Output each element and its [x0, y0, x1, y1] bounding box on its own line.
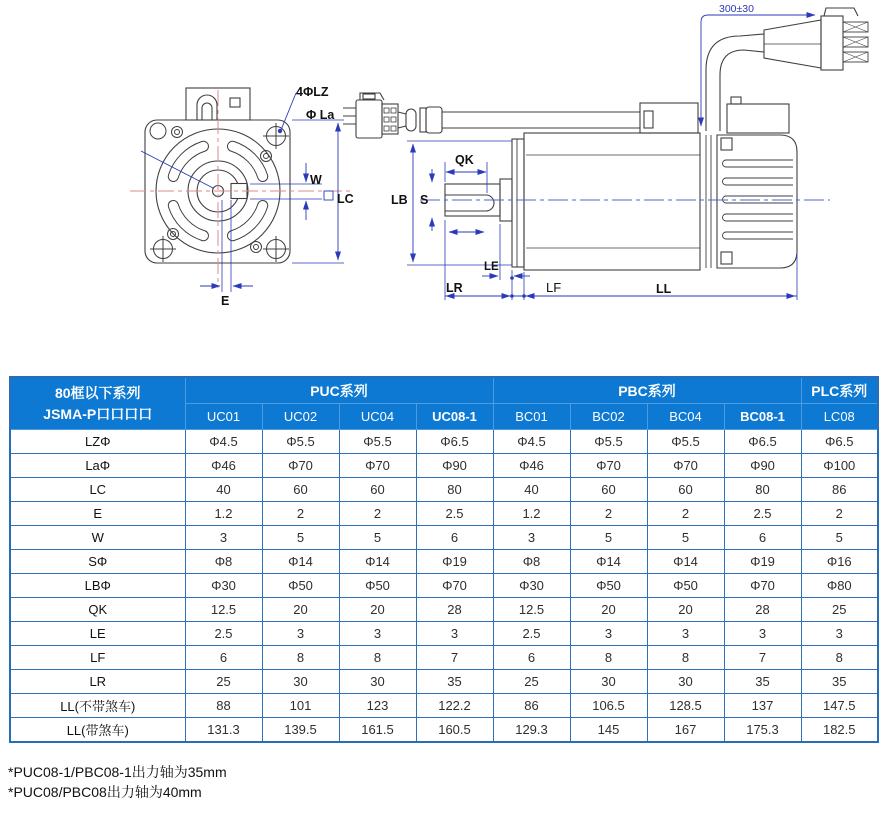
table-row	[10, 670, 878, 694]
col-bc01: BC01	[493, 404, 570, 430]
cell-value: 2.5	[185, 622, 262, 646]
label-lc: LC	[337, 192, 354, 206]
cell-value: Φ70	[724, 574, 801, 598]
cell-value: Φ5.5	[262, 430, 339, 454]
cell-value: 3	[801, 622, 878, 646]
front-view	[130, 85, 354, 308]
label-phila: Φ La	[306, 108, 335, 122]
label-s: S	[420, 193, 429, 207]
row-label: LBΦ	[10, 574, 185, 598]
table-row	[10, 718, 878, 743]
row-label: LaΦ	[10, 454, 185, 478]
cell-value: Φ70	[339, 454, 416, 478]
col-uc01: UC01	[185, 404, 262, 430]
cell-value: 167	[647, 718, 724, 743]
cell-value: 129.3	[493, 718, 570, 743]
series-label-line1: 80框以下系列	[54, 385, 141, 402]
group-puc: PUC系列	[185, 377, 493, 404]
series-label-cell	[10, 377, 185, 430]
cell-value: Φ16	[801, 550, 878, 574]
cell-value: Φ8	[185, 550, 262, 574]
label-lf: LF	[546, 280, 562, 295]
screw-bottom-right	[263, 236, 289, 262]
cell-value: 6	[724, 526, 801, 550]
cell-value: 6	[493, 646, 570, 670]
cell-value: 1.2	[185, 502, 262, 526]
cell-value: 2.5	[493, 622, 570, 646]
table-row	[10, 622, 878, 646]
cell-value: 80	[416, 478, 493, 502]
table-row	[10, 598, 878, 622]
table-row	[10, 526, 878, 550]
cell-value: Φ100	[801, 454, 878, 478]
cell-value: 35	[416, 670, 493, 694]
cell-value: 30	[262, 670, 339, 694]
cell-value: Φ19	[724, 550, 801, 574]
cell-value: Φ14	[570, 550, 647, 574]
cell-value: 20	[262, 598, 339, 622]
cell-value: Φ50	[647, 574, 724, 598]
cell-value: Φ4.5	[493, 430, 570, 454]
col-uc08-1: UC08-1	[416, 404, 493, 430]
table-row	[10, 550, 878, 574]
label-lr: LR	[446, 281, 463, 295]
col-bc04: BC04	[647, 404, 724, 430]
col-uc04: UC04	[339, 404, 416, 430]
cell-value: 60	[262, 478, 339, 502]
cell-value: 8	[339, 646, 416, 670]
technical-drawing	[0, 0, 885, 372]
cell-value: 7	[724, 646, 801, 670]
cell-value: 128.5	[647, 694, 724, 718]
label-lb: LB	[391, 193, 408, 207]
cell-value: 2	[339, 502, 416, 526]
cell-value: Φ4.5	[185, 430, 262, 454]
cell-value: Φ30	[185, 574, 262, 598]
cell-value: Φ5.5	[647, 430, 724, 454]
cell-value: 3	[339, 622, 416, 646]
group-pbc: PBC系列	[493, 377, 801, 404]
cell-value: Φ8	[493, 550, 570, 574]
row-label: LR	[10, 670, 185, 694]
col-bc02: BC02	[570, 404, 647, 430]
label-e: E	[221, 294, 230, 308]
label-le: LE	[484, 261, 499, 273]
cell-value: Φ70	[647, 454, 724, 478]
cell-value: 106.5	[570, 694, 647, 718]
table-row	[10, 502, 878, 526]
series-header-row	[10, 377, 878, 404]
cell-value: 5	[570, 526, 647, 550]
cell-value: 25	[801, 598, 878, 622]
cell-value: 182.5	[801, 718, 878, 743]
cell-value: 5	[262, 526, 339, 550]
table-row	[10, 454, 878, 478]
cell-value: 60	[339, 478, 416, 502]
cell-value: 25	[185, 670, 262, 694]
cell-value: Φ6.5	[416, 430, 493, 454]
cell-value: 20	[647, 598, 724, 622]
cell-value: 80	[724, 478, 801, 502]
cell-value: 5	[647, 526, 724, 550]
cell-value: 161.5	[339, 718, 416, 743]
screw-top-right	[263, 123, 289, 149]
cell-value: 5	[339, 526, 416, 550]
keyway-side	[445, 195, 494, 211]
cell-value: 3	[647, 622, 724, 646]
flange-plate	[512, 139, 524, 267]
cell-value: Φ70	[570, 454, 647, 478]
cell-value: Φ6.5	[801, 430, 878, 454]
cell-value: 147.5	[801, 694, 878, 718]
cell-value: 20	[570, 598, 647, 622]
label-w: W	[310, 173, 322, 187]
table-row	[10, 478, 878, 502]
cell-value: Φ80	[801, 574, 878, 598]
cell-value: Φ70	[416, 574, 493, 598]
footnote-1: *PUC08-1/PBC08-1出力轴为35mm	[8, 764, 227, 780]
cell-value: Φ5.5	[339, 430, 416, 454]
encoder-ribs	[723, 160, 794, 239]
row-label: QK	[10, 598, 185, 622]
cell-value: 2.5	[416, 502, 493, 526]
cell-value: 35	[801, 670, 878, 694]
cell-value: Φ14	[647, 550, 724, 574]
cell-value: Φ46	[493, 454, 570, 478]
row-label: LL(不带煞车)	[10, 694, 185, 718]
cell-value: 2	[801, 502, 878, 526]
cell-value: 7	[416, 646, 493, 670]
cell-value: 12.5	[493, 598, 570, 622]
cell-value: 8	[262, 646, 339, 670]
row-label: W	[10, 526, 185, 550]
cell-value: 3	[416, 622, 493, 646]
cell-value: 86	[493, 694, 570, 718]
cell-value: 86	[801, 478, 878, 502]
cell-value: 28	[416, 598, 493, 622]
cell-value: 28	[724, 598, 801, 622]
motor-body	[524, 133, 700, 270]
encoder-cover	[717, 135, 797, 268]
series-label-line2: JSMA-P口口口口	[43, 405, 153, 422]
cell-value: 160.5	[416, 718, 493, 743]
cell-value: Φ6.5	[724, 430, 801, 454]
table-row	[10, 646, 878, 670]
label-cable-length: 300±30	[719, 3, 754, 15]
cell-value: 123	[339, 694, 416, 718]
cell-value: Φ90	[416, 454, 493, 478]
cell-value: 2	[570, 502, 647, 526]
row-label: SΦ	[10, 550, 185, 574]
cell-value: 35	[724, 670, 801, 694]
side-view	[343, 3, 868, 300]
cell-value: 40	[185, 478, 262, 502]
row-label: LE	[10, 622, 185, 646]
label-qk: QK	[455, 153, 474, 167]
encoder-connector-block	[727, 97, 789, 133]
row-label: LZΦ	[10, 430, 185, 454]
cell-value: Φ50	[262, 574, 339, 598]
table-row	[10, 694, 878, 718]
cell-value: 6	[416, 526, 493, 550]
cell-value: 8	[647, 646, 724, 670]
cell-value: 3	[570, 622, 647, 646]
group-plc: PLC系列	[801, 377, 878, 404]
spec-table-wrapper	[9, 376, 879, 743]
col-bc08-1: BC08-1	[724, 404, 801, 430]
cell-value: 30	[339, 670, 416, 694]
cell-value: 60	[570, 478, 647, 502]
row-label: LF	[10, 646, 185, 670]
cell-value: 145	[570, 718, 647, 743]
dimension-table	[9, 376, 879, 743]
cell-value: 6	[185, 646, 262, 670]
power-cable-plug	[343, 93, 640, 138]
cell-value: 5	[801, 526, 878, 550]
table-body	[10, 430, 878, 743]
cell-value: 88	[185, 694, 262, 718]
cell-value: Φ5.5	[570, 430, 647, 454]
cell-value: 2	[647, 502, 724, 526]
cell-value: 8	[801, 646, 878, 670]
cell-value: 60	[647, 478, 724, 502]
cell-value: 30	[647, 670, 724, 694]
cell-value: 3	[185, 526, 262, 550]
cell-value: 122.2	[416, 694, 493, 718]
power-connector-block	[640, 103, 698, 133]
cell-value: 30	[570, 670, 647, 694]
row-label: E	[10, 502, 185, 526]
cell-value: Φ90	[724, 454, 801, 478]
cell-value: 175.3	[724, 718, 801, 743]
cell-value: Φ70	[262, 454, 339, 478]
table-row	[10, 430, 878, 454]
cell-value: 2	[262, 502, 339, 526]
cell-value: 20	[339, 598, 416, 622]
cell-value: 25	[493, 670, 570, 694]
label-ll: LL	[656, 282, 672, 296]
cell-value: 2.5	[724, 502, 801, 526]
encoder-cable-plug	[706, 8, 868, 131]
footnotes	[8, 762, 227, 802]
cell-value: 3	[262, 622, 339, 646]
cell-value: 12.5	[185, 598, 262, 622]
cell-value: 8	[570, 646, 647, 670]
cell-value: Φ30	[493, 574, 570, 598]
row-label: LL(带煞车)	[10, 718, 185, 743]
cell-value: 3	[724, 622, 801, 646]
cell-value: 139.5	[262, 718, 339, 743]
col-lc08: LC08	[801, 404, 878, 430]
cell-value: 40	[493, 478, 570, 502]
label-4philz: 4ΦLZ	[296, 85, 329, 99]
cell-value: 131.3	[185, 718, 262, 743]
cell-value: Φ14	[262, 550, 339, 574]
cell-value: 101	[262, 694, 339, 718]
cell-value: Φ50	[339, 574, 416, 598]
cell-value: 1.2	[493, 502, 570, 526]
cell-value: Φ14	[339, 550, 416, 574]
mounting-holes	[150, 123, 289, 262]
row-label: LC	[10, 478, 185, 502]
table-row	[10, 574, 878, 598]
cell-value: 137	[724, 694, 801, 718]
col-uc02: UC02	[262, 404, 339, 430]
cell-value: 3	[493, 526, 570, 550]
footnote-2: *PUC08/PBC08出力轴为40mm	[8, 784, 202, 800]
cell-value: Φ19	[416, 550, 493, 574]
cell-value: Φ46	[185, 454, 262, 478]
cell-value: Φ50	[570, 574, 647, 598]
